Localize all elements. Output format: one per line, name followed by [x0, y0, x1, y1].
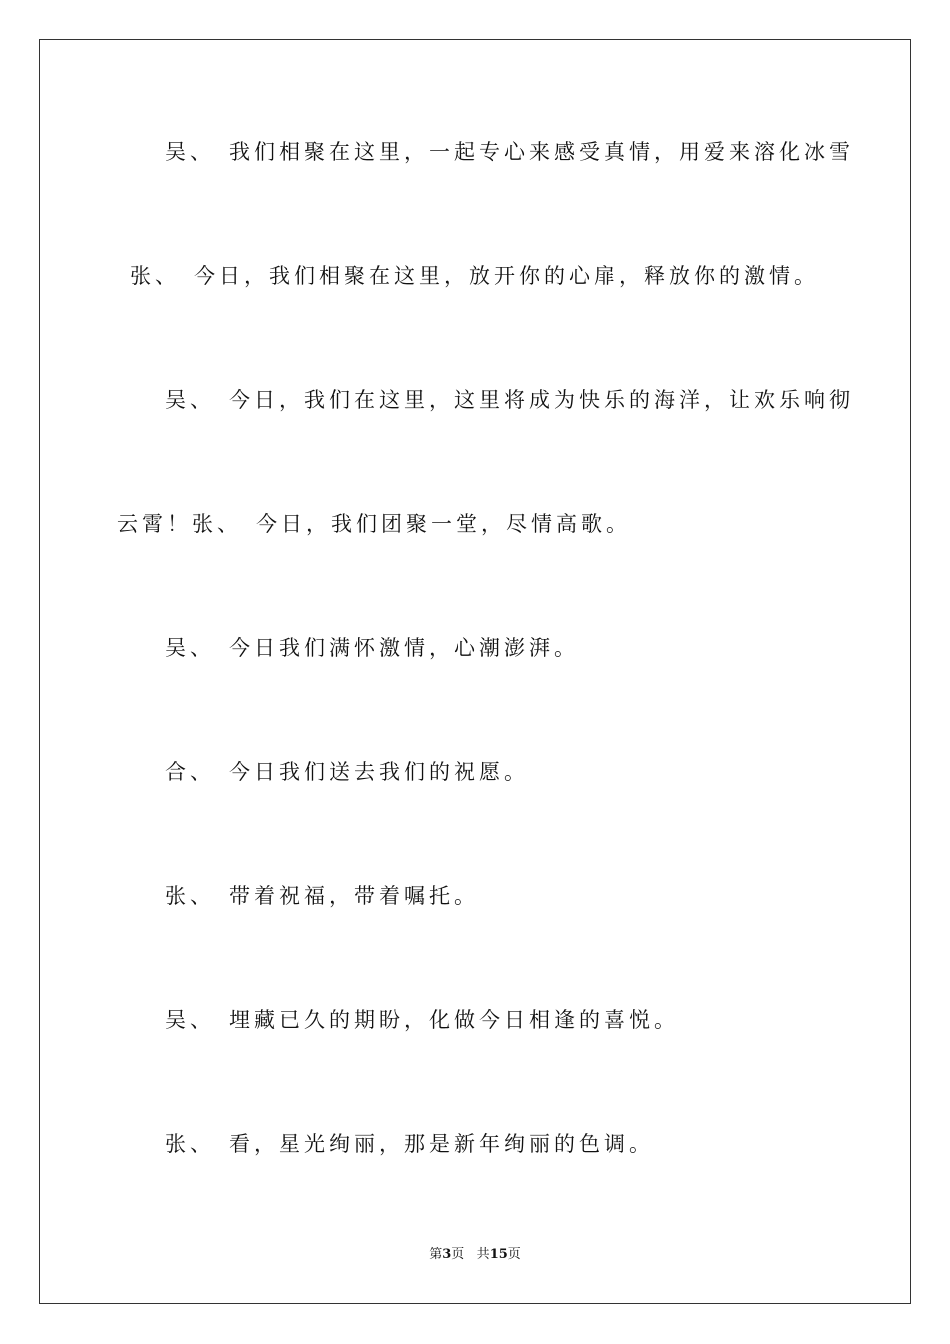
- dialogue-line-9: [165, 1130, 654, 1158]
- page-frame: [39, 39, 911, 1304]
- dialogue-text: 今日，我们在这里，这里将成为快乐的海洋，让欢乐响彻: [229, 388, 854, 412]
- dialogue-text: 带着祝福，带着嘱托。: [229, 884, 479, 908]
- page-prefix: 第: [429, 1247, 443, 1262]
- dialogue-line-6: [165, 758, 529, 786]
- dialogue-line-8: [165, 1006, 679, 1034]
- dialogue-line-1: [165, 138, 854, 166]
- dialogue-text: 我们相聚在这里，一起专心来感受真情，用爱来溶化冰雪: [229, 140, 854, 164]
- dialogue-line-5: [165, 634, 579, 662]
- speaker-label: 吴、: [165, 1008, 215, 1032]
- dialogue-line-4: [117, 510, 631, 538]
- dialogue-text: 今日我们送去我们的祝愿。: [229, 760, 529, 784]
- speaker-label: 张、: [165, 884, 215, 908]
- total-suffix: 页: [507, 1247, 521, 1262]
- dialogue-text: 今日，我们相聚在这里，放开你的心扉，释放你的激情。: [194, 264, 819, 288]
- dialogue-line-2: [130, 262, 819, 290]
- page-number: 3: [442, 1247, 452, 1262]
- speaker-label: 张、: [165, 1132, 215, 1156]
- page-suffix: 页: [451, 1247, 465, 1262]
- speaker-label: 吴、: [165, 140, 215, 164]
- dialogue-text: 看，星光绚丽，那是新年绚丽的色调。: [229, 1132, 654, 1156]
- dialogue-text: 今日我们满怀激情，心潮澎湃。: [229, 636, 579, 660]
- dialogue-text: 今日，我们团聚一堂，尽情高歌。: [256, 512, 631, 536]
- continued-text: 云霄！: [117, 512, 192, 536]
- speaker-label: 合、: [165, 760, 215, 784]
- total-pages: 15: [489, 1247, 508, 1262]
- total-prefix: 共: [476, 1247, 490, 1262]
- dialogue-text: 埋藏已久的期盼，化做今日相逢的喜悦。: [229, 1008, 679, 1032]
- speaker-label: 吴、: [165, 388, 215, 412]
- dialogue-line-3: [165, 386, 854, 414]
- page-footer: [0, 1246, 950, 1264]
- speaker-label: 张、: [130, 264, 180, 288]
- dialogue-line-7: [165, 882, 479, 910]
- speaker-label: 吴、: [165, 636, 215, 660]
- speaker-label: 张、: [192, 512, 242, 536]
